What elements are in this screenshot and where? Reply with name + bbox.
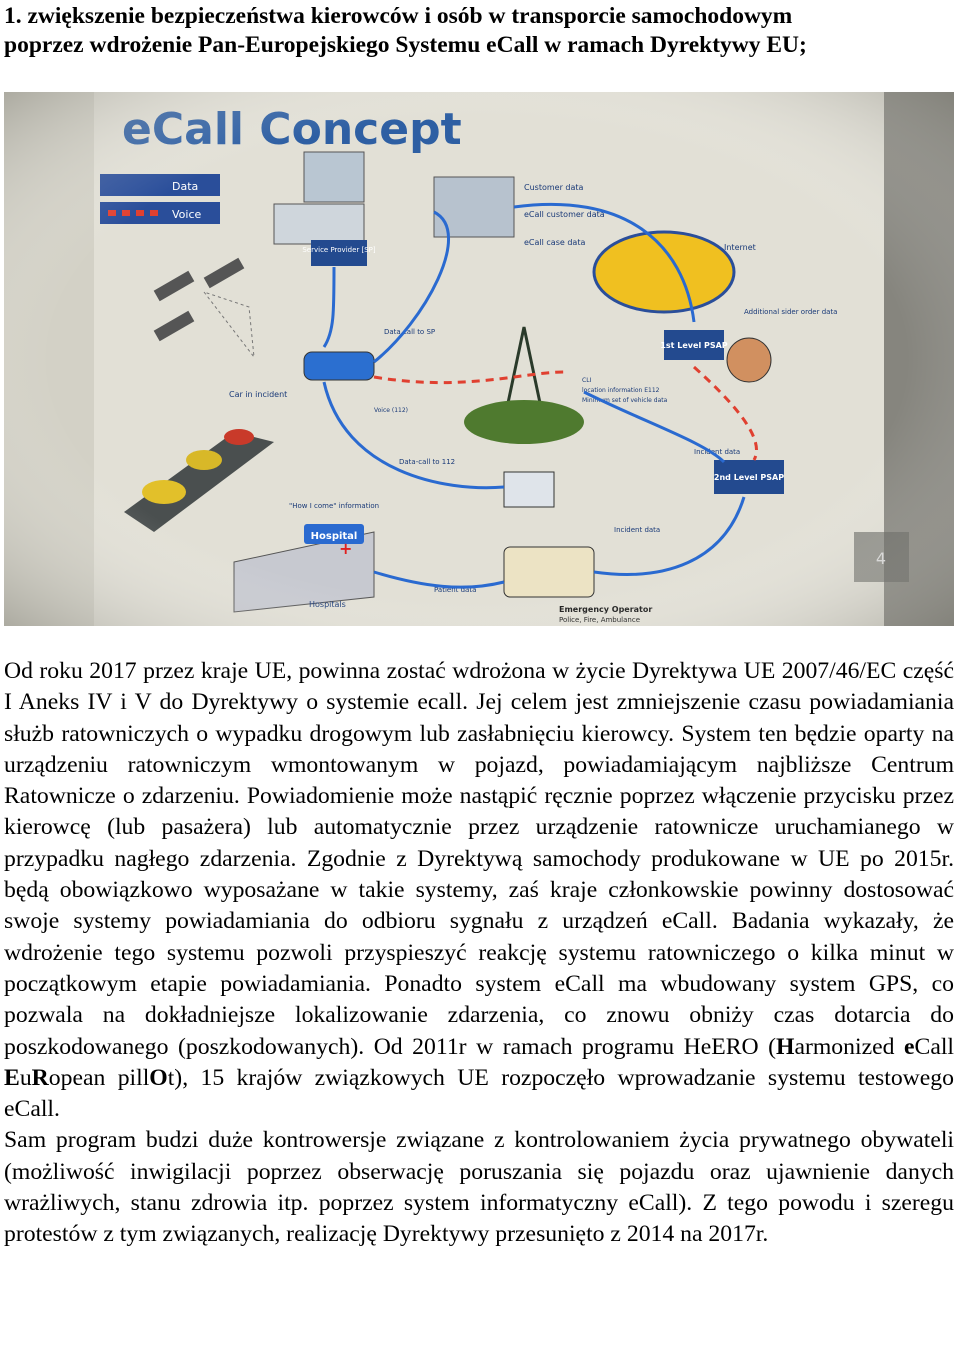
ecall-concept-photo <box>4 92 954 626</box>
heero-letter-R: R <box>31 1064 49 1091</box>
heero-part-3: u <box>19 1064 32 1091</box>
body-text <box>4 656 954 1251</box>
section-heading <box>4 2 954 60</box>
heero-letter-E: E <box>4 1064 20 1091</box>
heero-letter-e: e <box>904 1033 915 1060</box>
heero-part-1: armonized <box>794 1033 904 1060</box>
heading-line-2: poprzez wdrożenie Pan-Europejskiego Systemu eCall w ramach Dyrektywy EU; <box>4 32 807 58</box>
ecall-diagram <box>4 92 954 626</box>
paragraph-1-text: Od roku 2017 przez kraje UE, powinna zostać wdrożona w życie Dyrektywa UE 2007/46/EC część I Aneks IV i V do Dyrektywy o systemie ecall. Jej celem jest zmniejszenie czasu powiadamiania służb ratowniczych o wypadku drogowym lub zasłabnięciu kierowcy. System ten będzie oparty na urządzeniu ratowniczym wmontowanym w pojazd, powiadamiającym najbliższe Centrum Ratownicze o zdarzeniu. Powiadomienie może nastąpić ręcznie poprzez włączenie przycisku przez kierowcę (lub pasażera) lub automatycznie przez urządzenie ratownicze uruchamianego w przypadku nagłego zdarzenia. Zgodnie z Dyrektywą samochody produkowane w UE po 2015r. będą obowiązkowo wyposażane w takie systemy, zaś kraje członkowskie powinny dostosować swoje systemy powiadamiania do odbioru sygnału z urządzeń eCall. Badania wykazały, że wdrożenie tego systemu pozwoli przyspieszyć reakcję systemu ratowniczego o kilka minut w początkowym etapie powiadamiania. Ponadto system eCall ma wbudowany system GPS, co pozwala na dokładniejsze lokalizowanie zdarzenia, co znowu obniży czas dotarcia do poszkodowanego (poszkodowanych). Od 2011r w ramach programu HeERO ( <box>4 658 954 1060</box>
paragraph-1 <box>4 656 954 1125</box>
heero-part-2: Call <box>914 1033 954 1060</box>
heading-line-1: 1. zwiększenie bezpieczeństwa kierowców i osób w transporcie samochodowym <box>4 3 793 29</box>
paragraph-2: Sam program budzi duże kontrowersje związane z kontrolowaniem życia prywatnego obywateli (możliwość inwigilacji poprzez obserwację poruszania się pojazdu oraz ujawnienie danych wrażliwych, stanu zdrowia itp. poprzez system informatyczny eCall). Z tego powodu i szeregu protestów z tym związanych, realizację Dyrektywy przesunięto z 2014 na 2017r. <box>4 1127 954 1248</box>
heero-letter-O: O <box>149 1064 168 1091</box>
heero-part-5: t), 15 krajów związkowych UE rozpoczęło wprowadzanie systemu testowego eCall. <box>4 1064 954 1123</box>
photo-vignette <box>4 92 954 626</box>
heero-letter-h: H <box>776 1033 795 1060</box>
heero-part-4: opean pill <box>48 1064 150 1091</box>
